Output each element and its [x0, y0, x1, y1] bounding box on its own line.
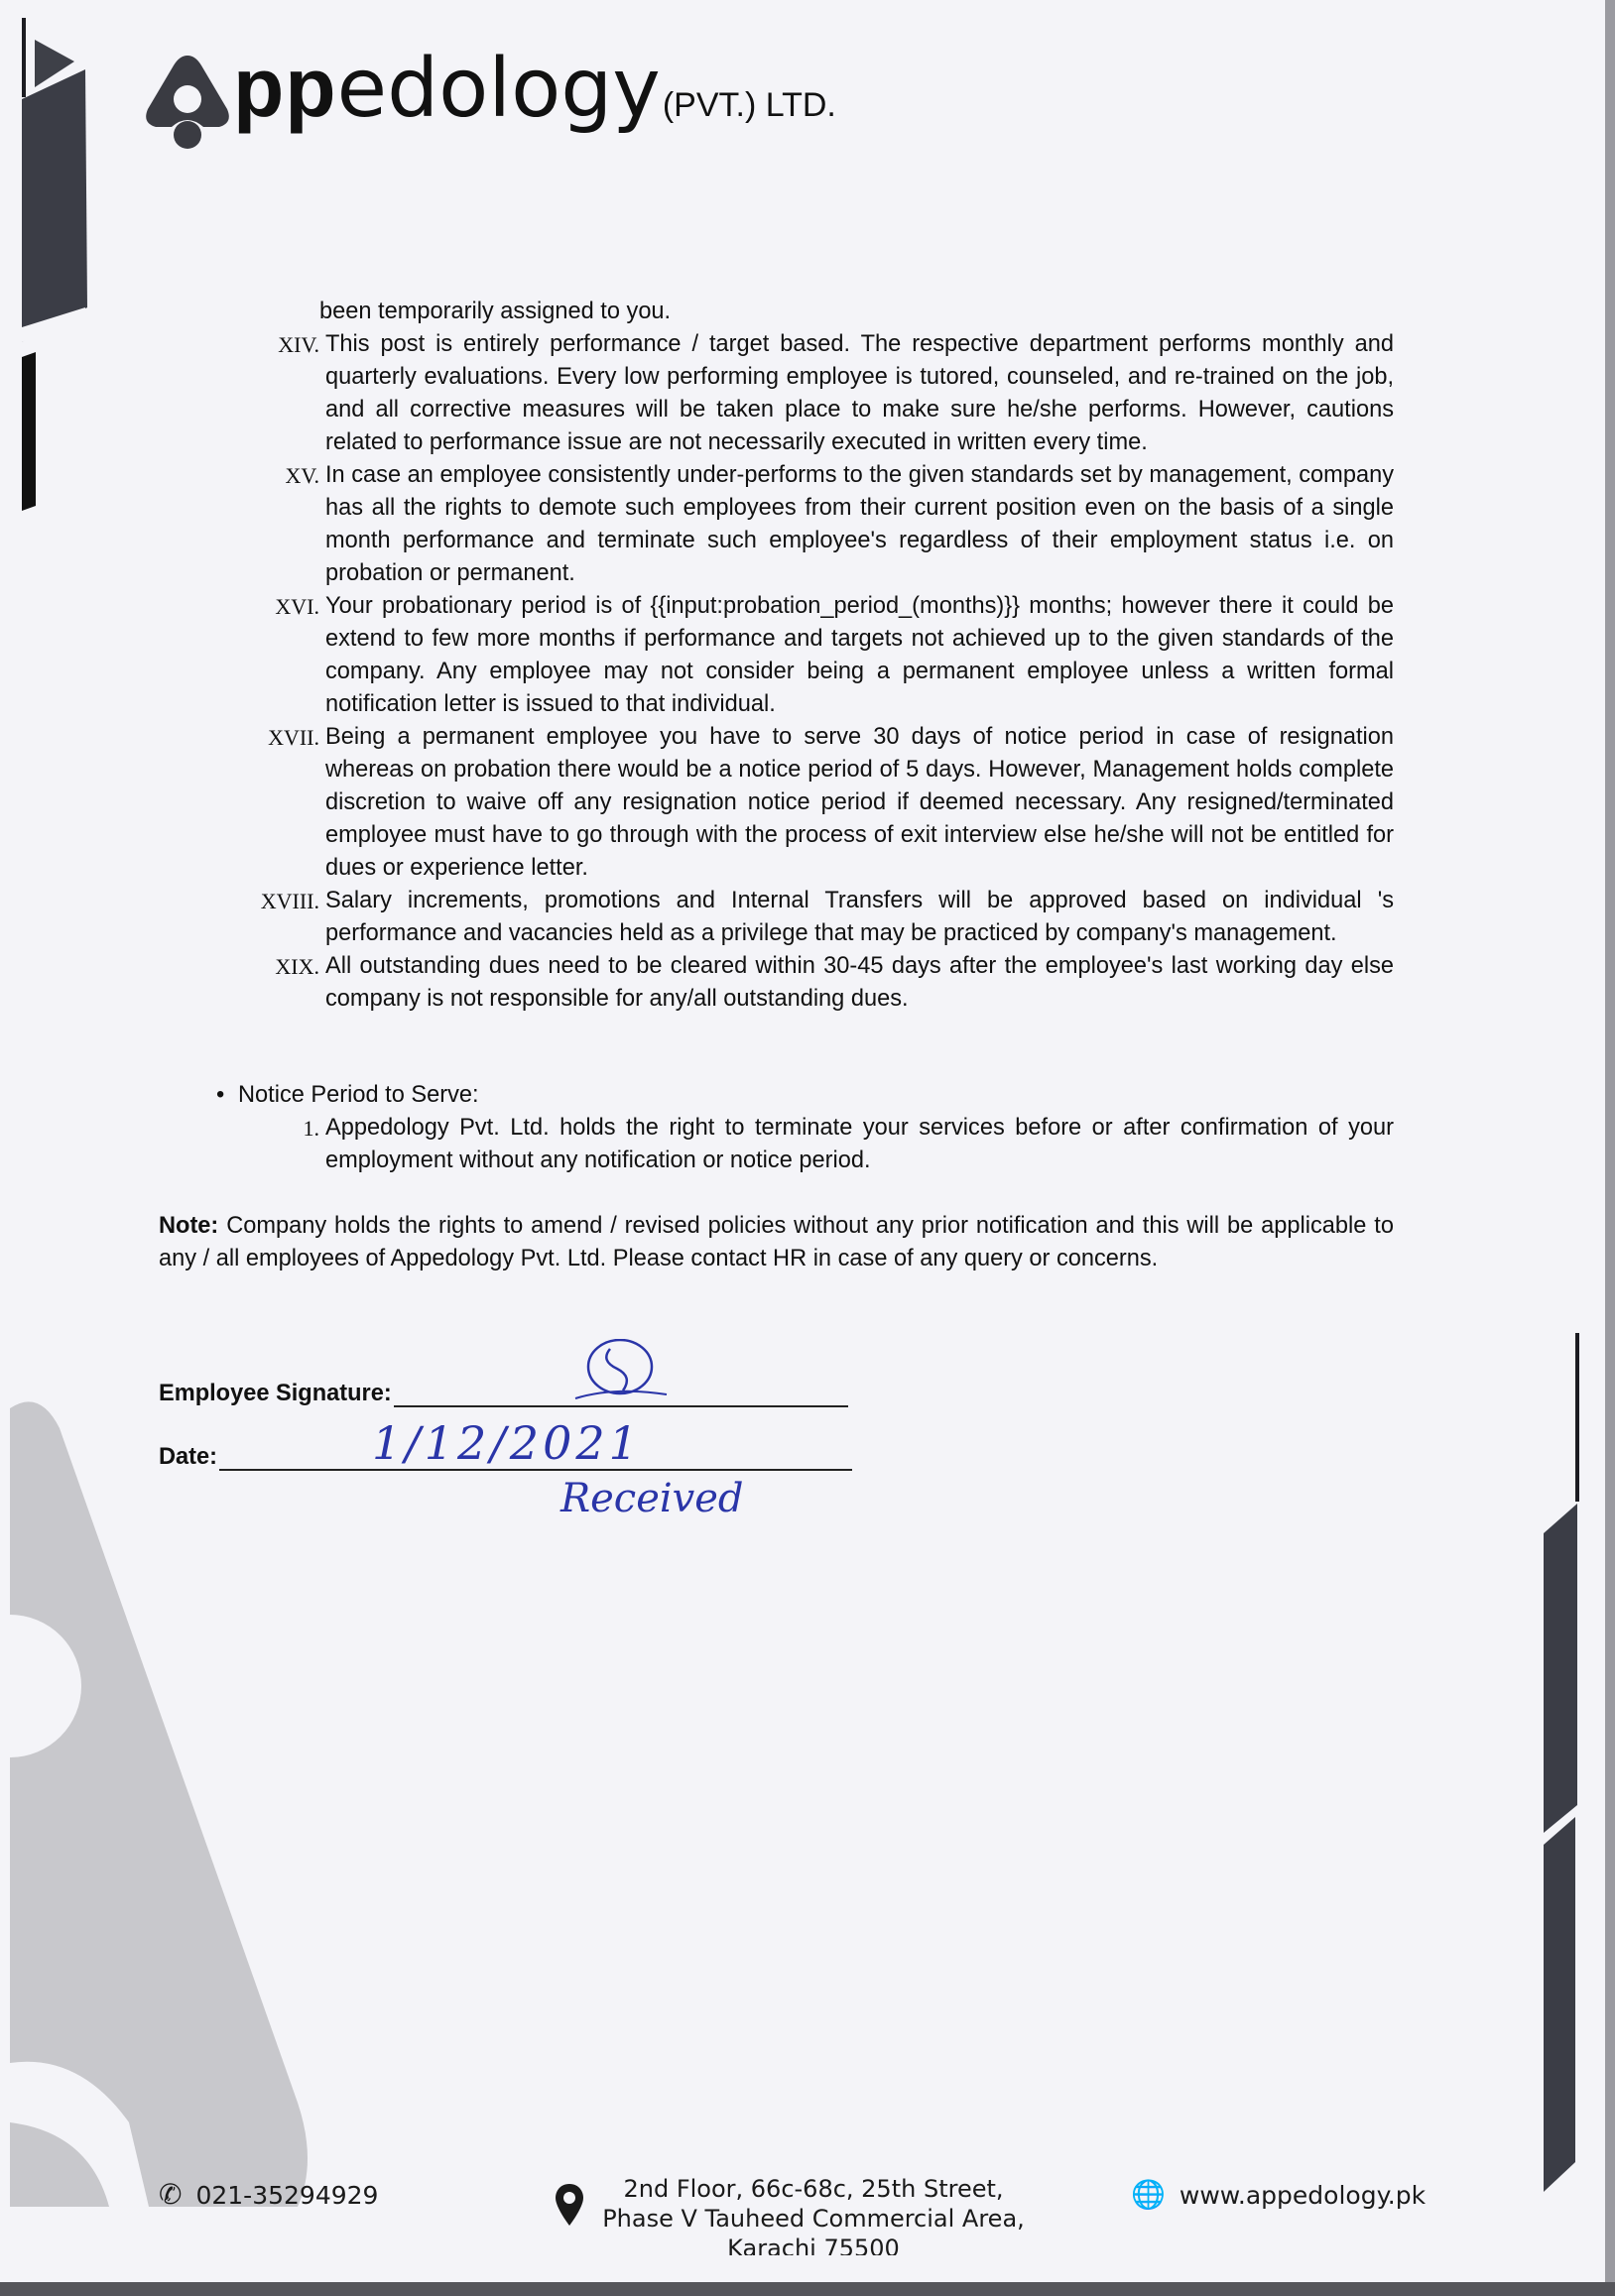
logo-text-bold: pp — [233, 41, 337, 134]
employee-signature-row — [159, 1381, 848, 1407]
notice-period-section — [159, 1079, 1394, 1177]
note-text: Company holds the rights to amend / revised policies without any prior notification and this will be applicable to any / all employees of Appedology Pvt. Ltd. Please contact HR in case of any query or concerns. — [159, 1213, 1394, 1271]
policy-item — [159, 721, 1394, 885]
footer-phone — [159, 2178, 378, 2211]
phone-icon: ✆ — [159, 2178, 183, 2211]
date-label: Date: — [159, 1444, 217, 1470]
policy-text: This post is entirely performance / target based. The respective department performs monthly and quarterly evaluations. Every low performing employee is tutored, counseled, and re-trained on the job, and all corrective measures will be taken place to make sure he/she performs. However, cautions related to performance issue are not necessarily executed in written every time. — [325, 331, 1394, 455]
policy-item — [159, 328, 1394, 459]
globe-icon: 🌐 — [1131, 2178, 1166, 2211]
bullet-icon: • — [216, 1082, 225, 1108]
right-decorative-stripe — [1508, 1309, 1587, 2202]
policy-number: XVIII. — [260, 889, 319, 913]
note-paragraph — [159, 1210, 1394, 1275]
continued-paragraph: been temporarily assigned to you. — [319, 299, 672, 324]
policy-item — [159, 590, 1394, 721]
footer-website — [1131, 2178, 1426, 2211]
policy-text: Salary increments, promotions and Internal Transfers will be approved based on individual 's performance and vacancies held as a privilege that may be practiced by company's management. — [325, 888, 1394, 946]
handwritten-signature — [556, 1339, 694, 1408]
note-label: Note: — [159, 1213, 219, 1239]
policy-item — [159, 459, 1394, 590]
handwritten-received-note: Received — [560, 1476, 744, 1521]
policy-number: XVII. — [268, 725, 319, 750]
letter-body — [159, 296, 1394, 1275]
appedology-logo-icon — [144, 52, 231, 151]
watermark-graphic — [0, 1369, 317, 2232]
policy-number: XIX. — [275, 954, 319, 979]
location-pin-icon — [554, 2182, 585, 2228]
notice-item-text: Appedology Pvt. Ltd. holds the right to terminate your services before or after confirmation of your employment without any notification or notice period. — [325, 1115, 1394, 1173]
website-link[interactable]: www.appedology.pk — [1179, 2181, 1427, 2210]
left-decorative-stripe — [0, 0, 109, 992]
policy-item — [159, 950, 1394, 1016]
policy-number: XVI. — [275, 594, 319, 619]
logo-suffix: (PVT.) LTD. — [662, 86, 836, 124]
policy-text: Your probationary period is of {{input:probation_period_(months)}} months; however there it could be extend to few more months if performance and targets not achieved up to the given standards of the company. Any employee may not consider being a permanent employee unless a written formal notification letter is issued to that individual. — [325, 593, 1394, 717]
scan-edge-bottom — [0, 2282, 1615, 2296]
address-line-2: Phase V Tauheed Commercial Area, — [602, 2205, 1025, 2233]
phone-number: 021-35294929 — [195, 2181, 379, 2210]
scan-edge-right — [1605, 0, 1615, 2296]
address-line-1: 2nd Floor, 66c-68c, 25th Street, — [623, 2175, 1004, 2203]
policy-number: XIV. — [278, 332, 319, 357]
notice-heading: Notice Period to Serve: — [238, 1082, 479, 1108]
company-logo — [233, 41, 836, 136]
notice-item-number: 1. — [303, 1116, 319, 1141]
logo-text-light: edology — [336, 42, 661, 136]
policy-list — [159, 328, 1394, 1016]
policy-text: All outstanding dues need to be cleared within 30-45 days after the employee's last working day else company is not responsible for any/all outstanding dues. — [325, 953, 1394, 1012]
policy-text: In case an employee consistently under-performs to the given standards set by management, company has all the rights to demote such employees from their current position even on the basis of a single month performance and terminate such employee's regardless of their employment status i.e. on probation or permanent. — [325, 462, 1394, 586]
handwritten-date: 1/12/2021 — [372, 1416, 642, 1470]
policy-number: XV. — [285, 463, 319, 488]
notice-item — [159, 1112, 1394, 1177]
policy-text: Being a permanent employee you have to serve 30 days of notice period in case of resignation whereas on probation there would be a notice period of 5 days. However, Management holds complete discretion to waive off any resignation notice period if deemed necessary. Any resigned/terminated employee must have to go through with the process of exit interview else he/she will not be entitled for dues or experience letter. — [325, 724, 1394, 881]
employee-signature-label: Employee Signature: — [159, 1381, 392, 1406]
footer-address — [595, 2174, 1032, 2255]
policy-item — [159, 885, 1394, 950]
notice-heading-row — [159, 1079, 1394, 1112]
address-line-3: Karachi 75500 — [727, 2235, 900, 2255]
